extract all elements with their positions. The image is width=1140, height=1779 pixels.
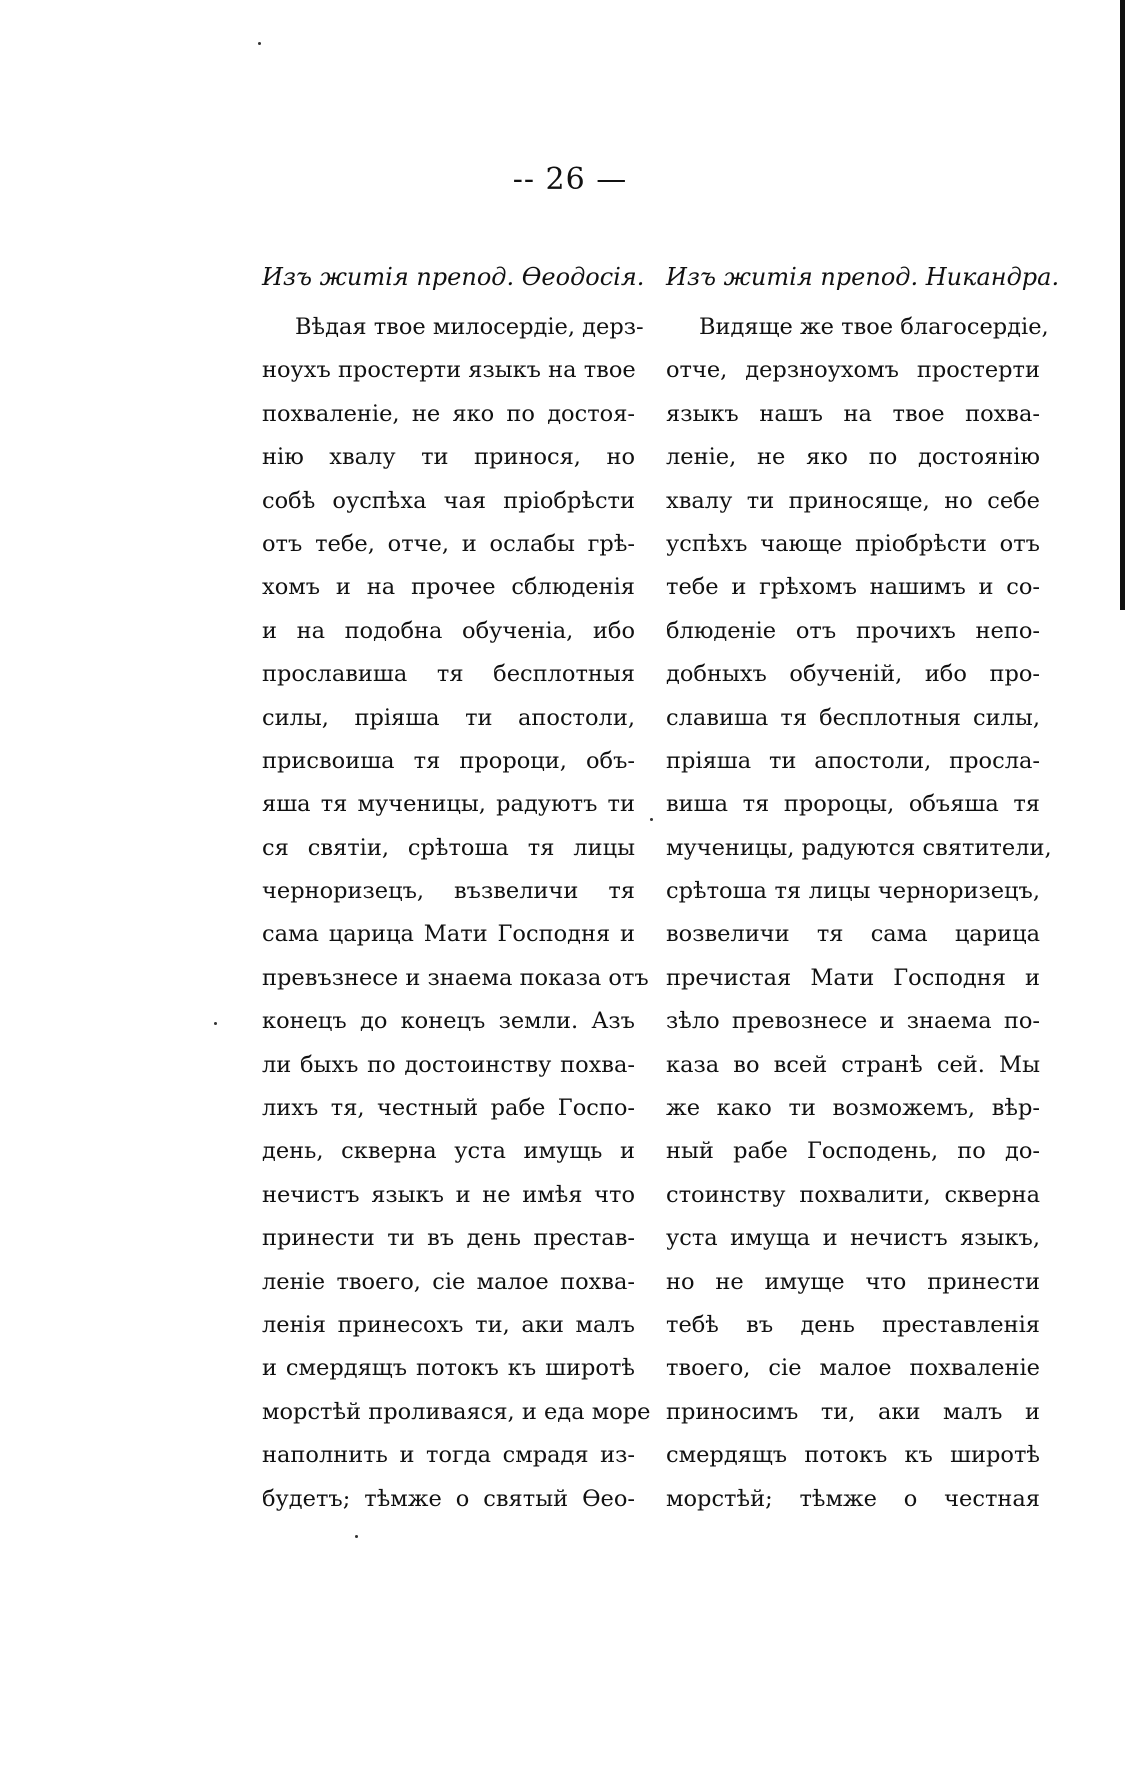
text-line: лихъ тя, честный рабе Госпо- [262,1095,635,1122]
text-line: и на подобна обученіа, ибо [262,617,635,644]
text-line: славиша тя бесплотныя силы, [666,704,1040,731]
text-line: морстѣй; тѣмже о честная [666,1485,1040,1512]
text-line: ноухъ простерти языкъ на твое [262,357,636,384]
text-line: ли быхъ по достоинству похва- [262,1051,635,1078]
text-line: зѣло превознесе и знаема по- [666,1008,1040,1035]
text-line: мученицы, радуются святители, [666,834,1052,861]
text-line: морстѣй проливаяся, и еда море [262,1398,651,1425]
text-line: уста имуща и нечистъ языкъ, [666,1225,1040,1252]
text-line: черноризецъ, възвеличи тя [262,878,635,905]
text-line: принести ти въ день престав- [262,1225,635,1252]
text-line: яша тя мученицы, радуютъ ти [262,791,635,818]
text-line: ся святіи, срѣтоша тя лицы [262,834,635,861]
text-line: конецъ до конецъ земли. Азъ [262,1008,635,1035]
left-column [262,262,651,1521]
text-line: ный рабе Господень, по до- [666,1138,1040,1165]
text-line: и смердящъ потокъ къ широтѣ [262,1355,635,1382]
text-line: прославиша тя бесплотныя [262,661,635,688]
text-line: нію хвалу ти принося, но [262,444,635,471]
text-line: блюденіе отъ прочихъ непо- [666,617,1040,644]
text-line: тебѣ въ день преставленія [666,1311,1040,1338]
text-line: приносимъ ти, аки малъ и [666,1398,1040,1425]
text-line: возвеличи тя сама царица [666,921,1040,948]
text-line: стоинству похвалити, скверна [666,1181,1040,1208]
left-column-body [262,306,651,1521]
right-column [666,262,1060,1521]
text-line: срѣтоша тя лицы черноризецъ, [666,878,1040,905]
text-line: отъ тебе, отче, и ослабы грѣ- [262,530,635,557]
text-line: каза во всей странѣ сей. Мы [666,1051,1040,1078]
paper-speck [650,818,653,821]
text-line: Вѣдая твое милосердіе, дерз- [295,314,644,340]
text-line: пречистая Мати Господня и [666,964,1040,991]
page-number: -- 26 — [512,162,628,197]
text-line: будетъ; тѣмже о святый Өео- [262,1485,635,1512]
text-line: пріяша ти апостоли, просла- [666,747,1040,774]
text-line: наполнить и тогда смрадя из- [262,1442,635,1469]
paper-speck [355,1535,358,1538]
text-line: языкъ нашъ на твое похва- [666,400,1040,427]
text-line: леніе твоего, сіе малое похва- [262,1268,635,1295]
text-line: похваленіе, не яко по достоя- [262,400,635,427]
right-column-heading: Изъ житія препод. Никандра. [666,263,1060,291]
text-line: смердящъ потокъ къ широтѣ [666,1442,1040,1469]
text-line: собѣ оуспѣха чая пріобрѣсти [262,487,635,514]
text-line: хомъ и на прочее сблюденія [262,574,635,601]
text-line: Видяще же твое благосердіе, [699,314,1049,340]
text-line: превъзнесе и знаема показа отъ [262,964,649,991]
text-line: тебе и грѣхомъ нашимъ и со- [666,574,1040,601]
paper-speck [258,42,261,45]
text-line: нечистъ языкъ и не имѣя что [262,1181,635,1208]
text-line: хвалу ти приносяще, но себе [666,487,1040,514]
left-column-heading: Изъ житія препод. Өеодосія. [262,263,645,291]
text-line: ленія принесохъ ти, аки малъ [262,1311,635,1338]
text-line: твоего, сіе малое похваленіе [666,1355,1040,1382]
text-line: же како ти возможемъ, вѣр- [666,1095,1040,1122]
text-line: леніе, не яко по достоянію [666,444,1040,471]
paper-speck [214,1022,217,1025]
text-line: добныхъ обученій, ибо про- [666,661,1040,688]
text-line: день, скверна уста имущь и [262,1138,635,1165]
text-line: но не имуще что принести [666,1268,1040,1295]
right-column-body [666,306,1052,1521]
page-edge-line [1120,0,1125,610]
text-line: присвоиша тя пророци, объ- [262,747,635,774]
text-line: силы, пріяша ти апостоли, [262,704,635,731]
text-line: виша тя пророцы, объяша тя [666,791,1040,818]
text-line: успѣхъ чающе пріобрѣсти отъ [666,530,1040,557]
text-line: сама царица Мати Господня и [262,921,635,948]
text-line: отче, дерзноухомъ простерти [666,357,1040,384]
